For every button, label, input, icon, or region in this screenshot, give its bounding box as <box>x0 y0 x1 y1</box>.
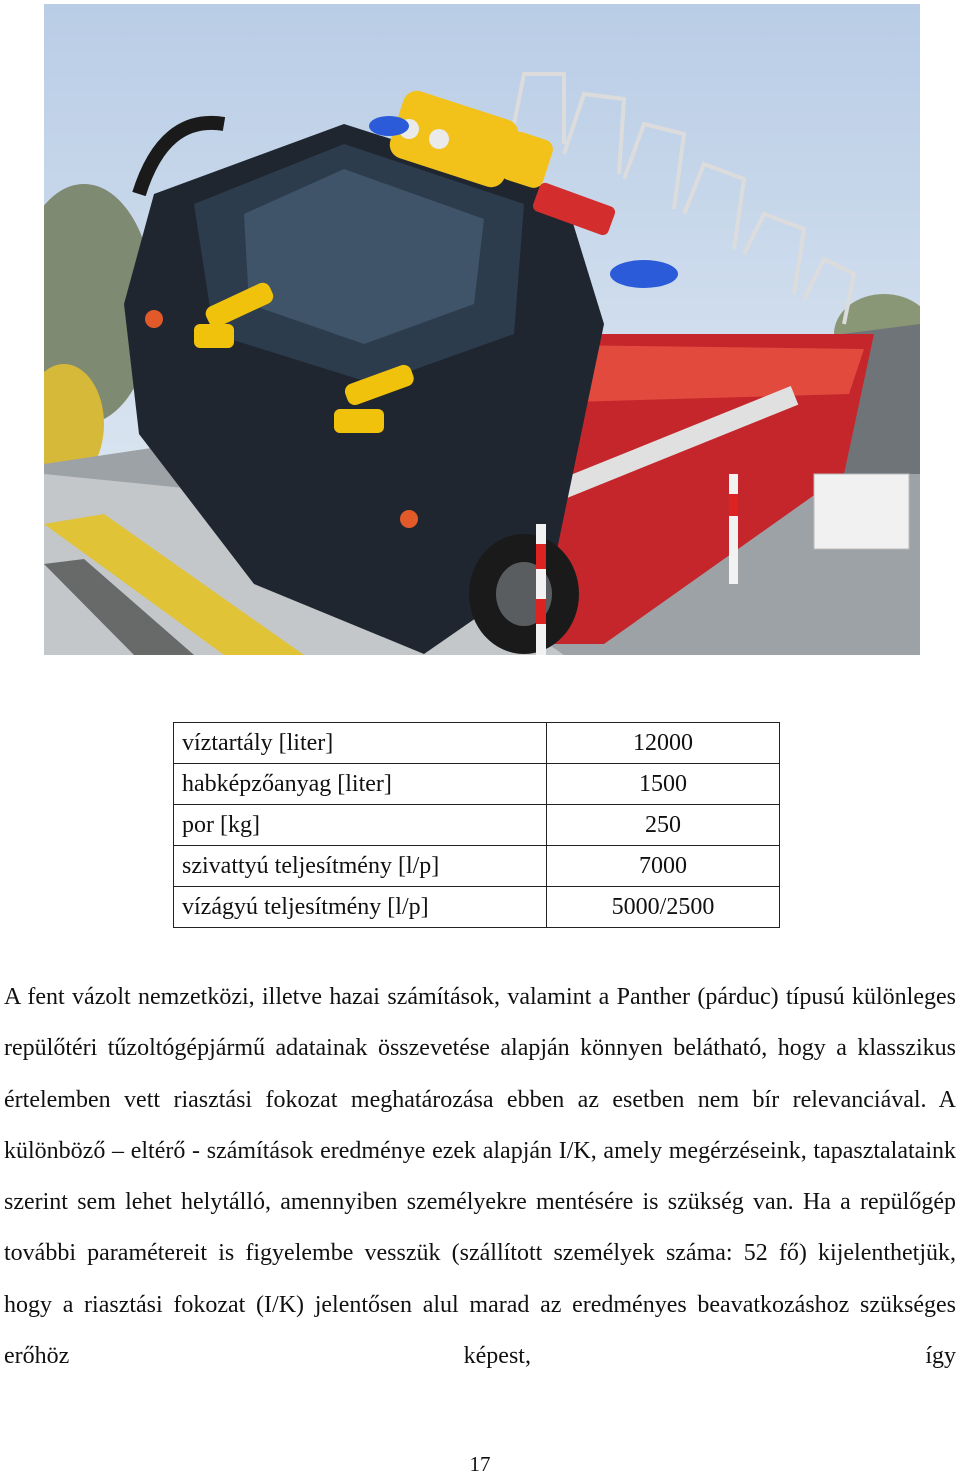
table-row <box>174 723 780 764</box>
text-line: meghatározása ebben az esetben nem bír relevanciával. A különböző – eltérő - <box>4 1086 956 1164</box>
table-row <box>174 805 780 846</box>
spec-value: 12000 <box>547 723 780 764</box>
specification-table <box>173 722 780 928</box>
spec-label: víztartály [liter] <box>174 723 547 764</box>
spec-value: 1500 <box>547 764 780 805</box>
spec-label: por [kg] <box>174 805 547 846</box>
table-row <box>174 764 780 805</box>
fire-truck-photo <box>44 4 920 655</box>
text-line: marad az eredményes beavatkozáshoz szükséges erőhöz képest, így <box>4 1291 957 1370</box>
spec-label: vízágyú teljesítmény [l/p] <box>174 887 547 928</box>
text-line: szerint sem lehet helytálló, amennyiben személyekre mentésére is szükség van. <box>4 1189 794 1216</box>
spec-value: 250 <box>547 805 780 846</box>
table-row <box>174 846 780 887</box>
table-row <box>174 887 780 928</box>
spec-value: 5000/2500 <box>547 887 780 928</box>
text-line: Ha a repülőgép további paramétereit is figyelembe vesszük (szállított személyek <box>4 1189 956 1267</box>
text-line: könnyen belátható, hogy a klasszikus értelemben vett riasztási fokozat <box>4 1035 957 1113</box>
spec-value: 7000 <box>547 846 780 887</box>
body-paragraph <box>4 972 956 1382</box>
page-number: 17 <box>469 1452 491 1476</box>
spec-label: habképzőanyag [liter] <box>174 764 547 805</box>
text-line: számítások eredménye ezek alapján I/K, amely megérzéseink, tapasztalataink <box>206 1137 956 1164</box>
text-line: típusú különleges repülőtéri tűzoltógépjármű adatainak összevetése alapján <box>4 984 956 1062</box>
spec-label: szivattyú teljesítmény [l/p] <box>174 846 547 887</box>
text-line: A fent vázolt nemzetközi, illetve hazai számítások, valamint a Panther (párduc) <box>4 984 779 1010</box>
text-line: száma: 52 fő) kijelenthetjük, hogy a riasztási fokozat (I/K) jelentősen alul <box>4 1240 957 1318</box>
